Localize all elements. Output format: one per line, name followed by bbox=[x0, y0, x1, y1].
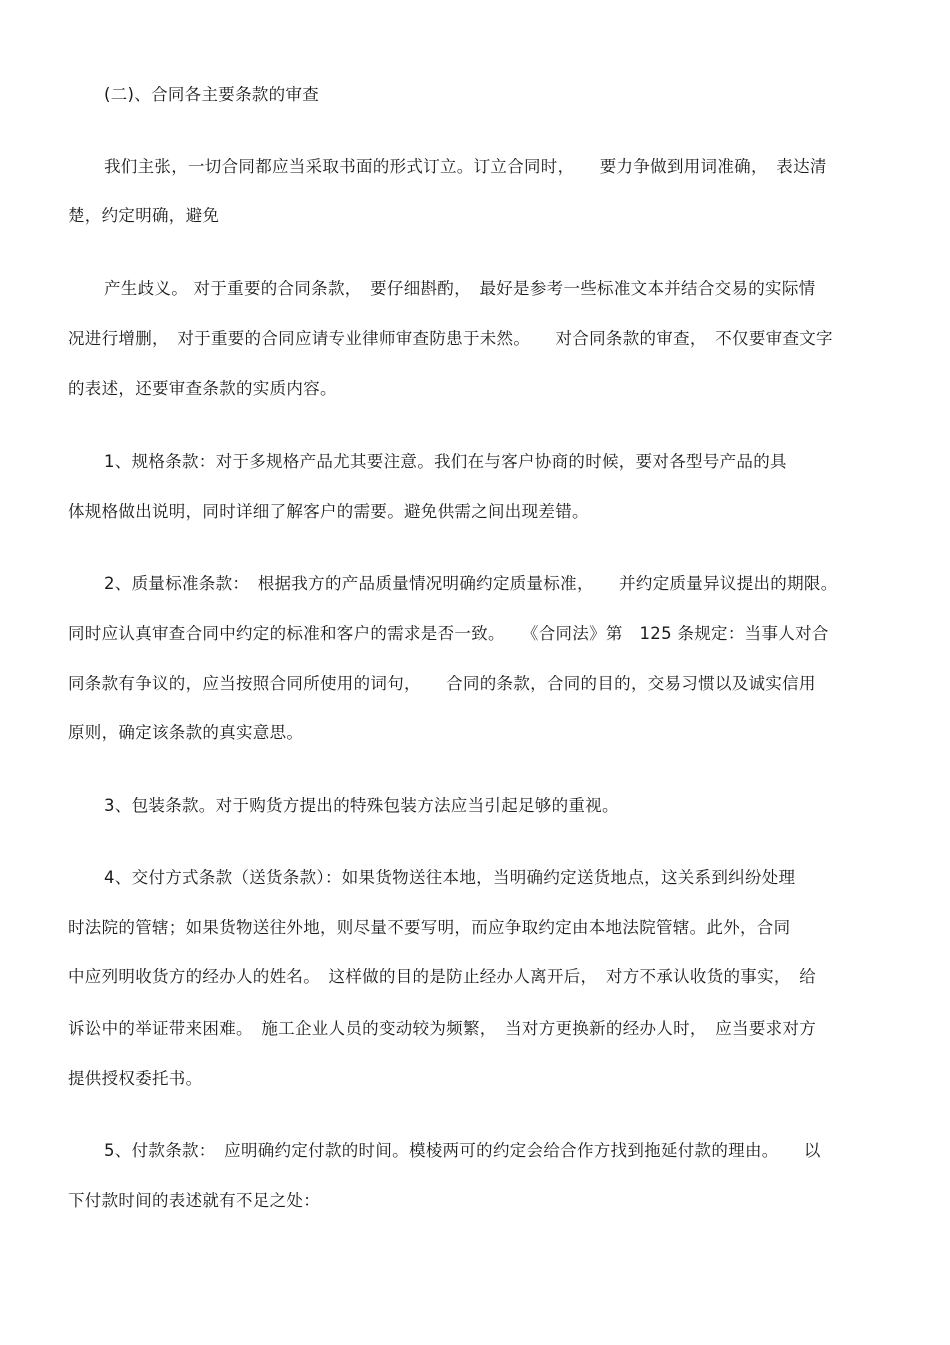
paragraph-line: 4、交付方式条款（送货条款）：如果货物送往本地，当明确约定送货地点，这关系到纠纷处理 bbox=[104, 868, 796, 887]
paragraph-line: 中应列明收货方的经办人的姓名。 这样做的目的是防止经办人离开后， 对方不承认收货的事实， 给 bbox=[68, 967, 817, 986]
paragraph-line: 同条款有争议的，应当按照合同所使用的词句， 合同的条款，合同的目的，交易习惯以及诚实信用 bbox=[68, 674, 816, 693]
paragraph-line: 提供授权委托书。 bbox=[68, 1069, 203, 1088]
paragraph-line: 我们主张，一切合同都应当采取书面的形式订立。订立合同时， 要力争做到用词准确， 表达清 bbox=[104, 157, 827, 176]
section-heading: (二)、合同各主要条款的审查 bbox=[104, 85, 320, 104]
paragraph-line: 3、包装条款。对于购货方提出的特殊包装方法应当引起足够的重视。 bbox=[104, 796, 619, 815]
paragraph-line: 5、付款条款： 应明确约定付款的时间。模棱两可的约定会给合作方找到拖延付款的理由。 以 bbox=[104, 1141, 821, 1160]
paragraph-line: 下付款时间的表述就有不足之处： bbox=[68, 1191, 320, 1210]
paragraph-line: 时法院的管辖；如果货物送往外地，则尽量不要写明，而应争取约定由本地法院管辖。此外，合同 bbox=[68, 918, 791, 937]
paragraph-line: 产生歧义。 对于重要的合同条款， 要仔细斟酌， 最好是参考一些标准文本并结合交易的实际情 bbox=[104, 279, 816, 298]
paragraph-line: 原则，确定该条款的真实意思。 bbox=[68, 723, 304, 742]
paragraph-line: 诉讼中的举证带来困难。 施工企业人员的变动较为频繁， 当对方更换新的经办人时， 应当要求对方 bbox=[68, 1019, 817, 1038]
paragraph-line: 1、规格条款：对于多规格产品尤其要注意。我们在与客户协商的时候，要对各型号产品的具 bbox=[104, 452, 787, 471]
paragraph-line: 同时应认真审查合同中约定的标准和客户的需求是否一致。 《合同法》第 125 条规定：当事人对合 bbox=[68, 624, 829, 643]
paragraph-line: 楚，约定明确，避免 bbox=[68, 206, 220, 225]
paragraph-line: 2、质量标准条款： 根据我方的产品质量情况明确约定质量标准， 并约定质量异议提出的期限。 bbox=[104, 574, 838, 593]
paragraph-line: 体规格做出说明，同时详细了解客户的需要。避免供需之间出现差错。 bbox=[68, 502, 589, 521]
paragraph-line: 的表述，还要审查条款的实质内容。 bbox=[68, 379, 337, 398]
paragraph-line: 况进行增删， 对于重要的合同应请专业律师审查防患于未然。 对合同条款的审查， 不仅要审查文字 bbox=[68, 329, 833, 348]
